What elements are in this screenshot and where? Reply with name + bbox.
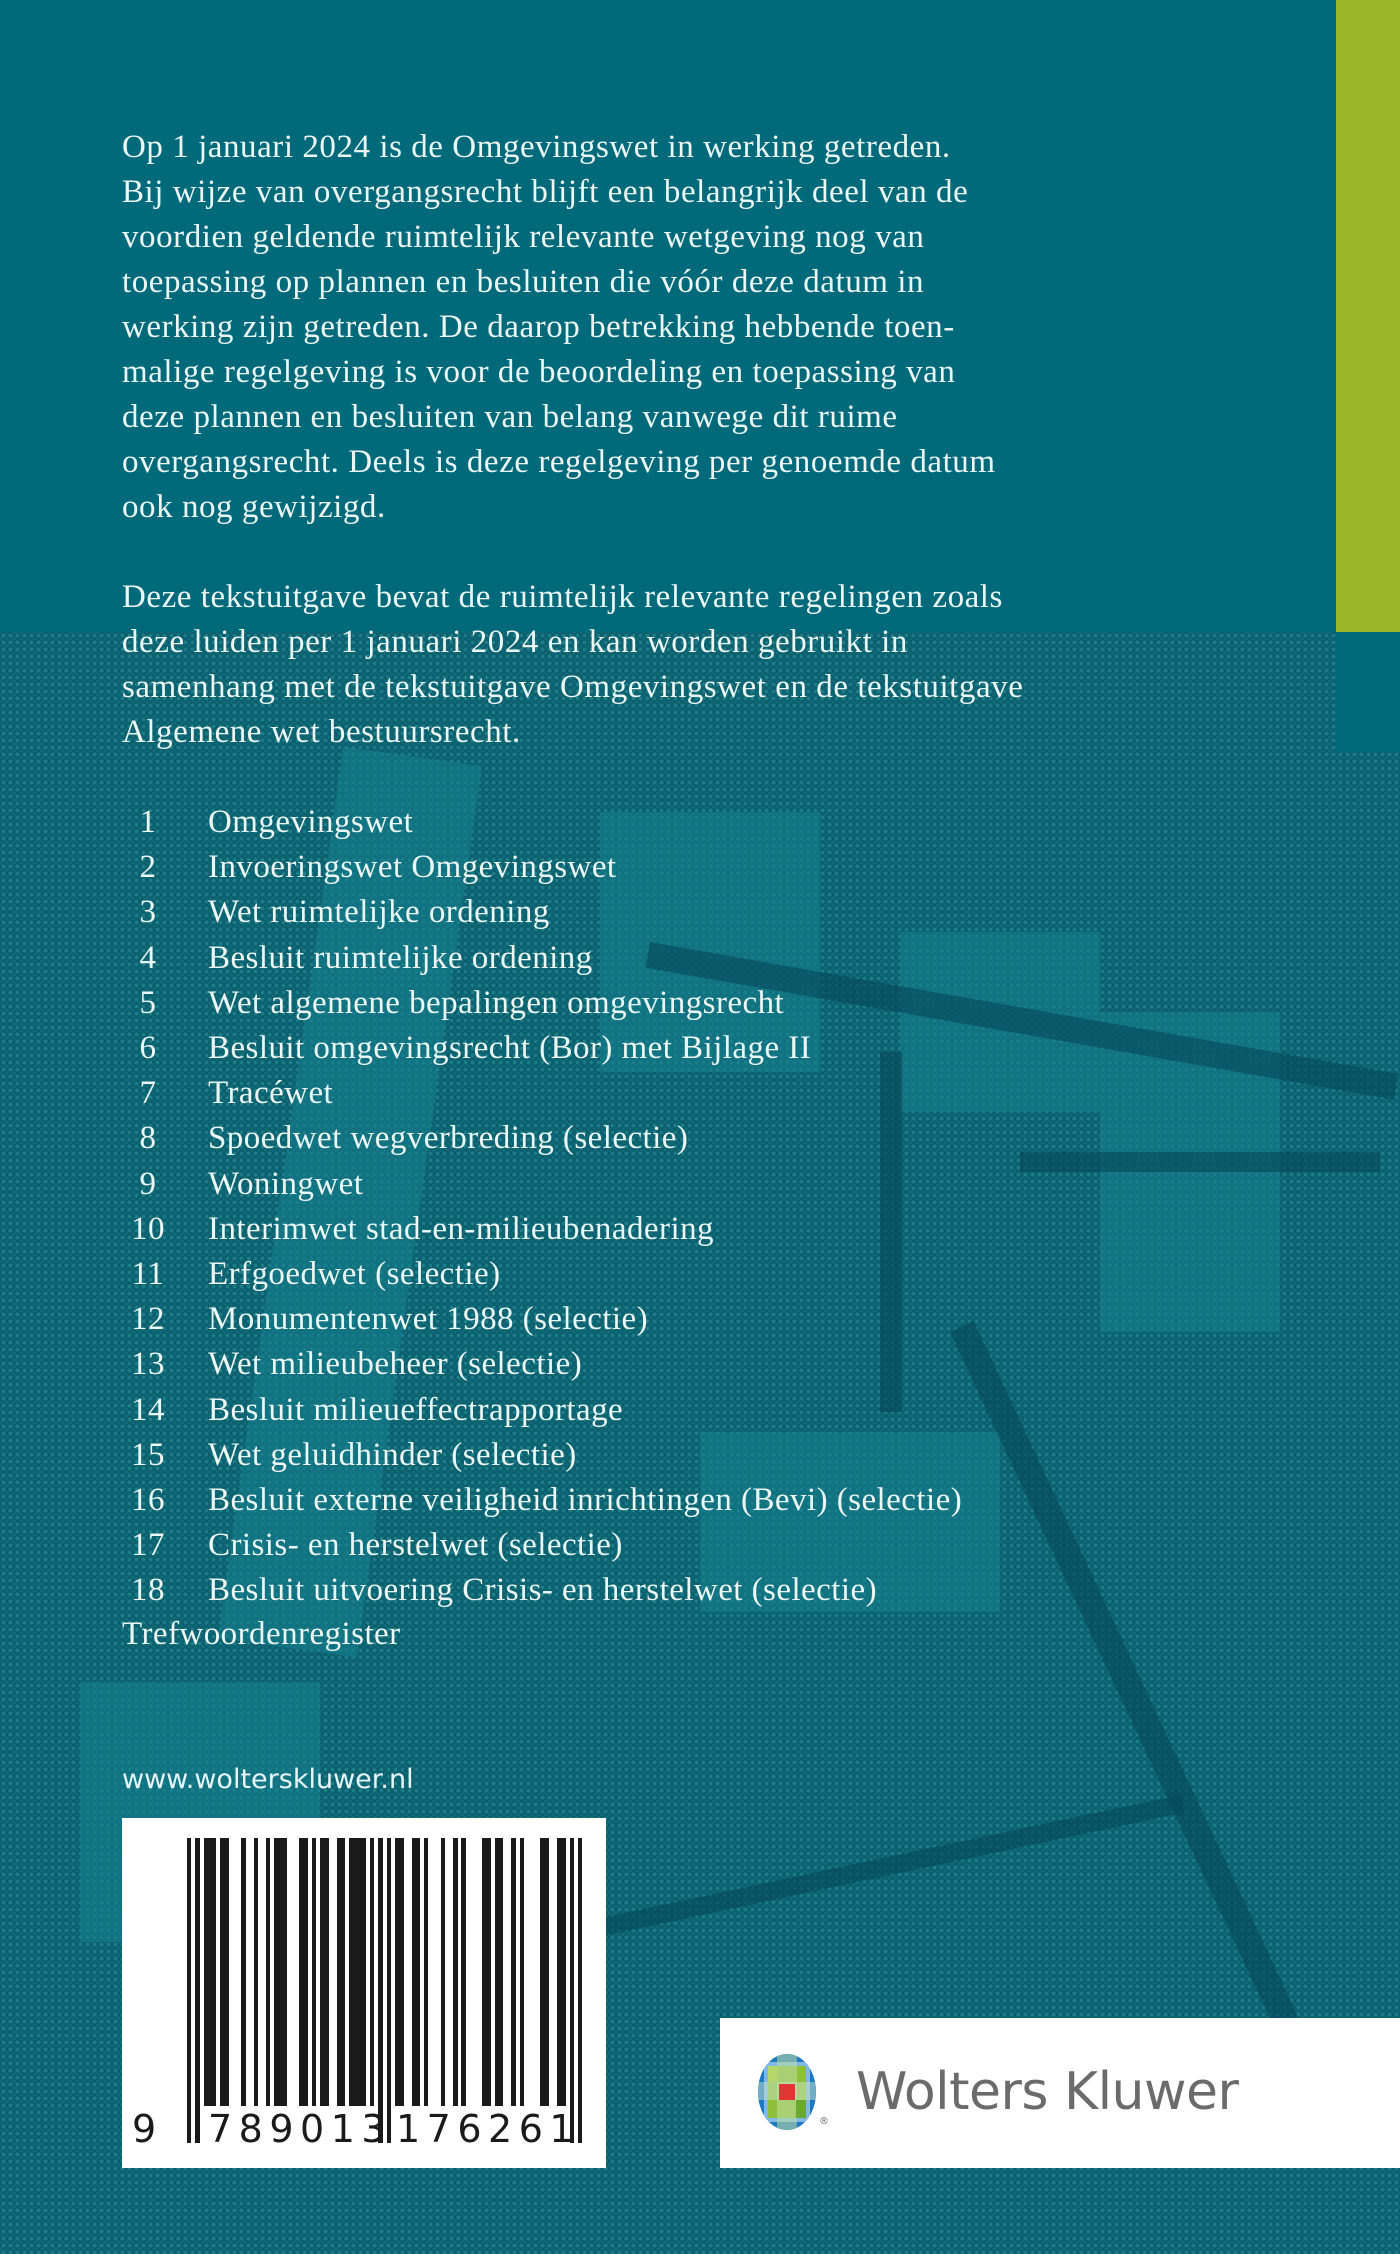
index-label: Trefwoordenregister [122, 1616, 401, 1652]
barcode-bar [499, 1838, 503, 2106]
contents-item-number: 4 [139, 939, 157, 976]
text-line: voordien geldende ruimtelijk relevante wetgeving nog van [122, 219, 925, 255]
barcode-bar [195, 1838, 199, 2143]
contents-item-label: Wet ruimtelijke ordening [208, 894, 550, 931]
contents-item-number: 17 [131, 1527, 165, 1564]
contents-item-number: 16 [131, 1482, 165, 1518]
barcode-bar [561, 1838, 565, 2106]
text-line: malige regelgeving is voor de beoordeling en toepassing van [122, 354, 956, 390]
contents-item-number: 5 [139, 984, 157, 1021]
globe-icon [758, 2054, 816, 2130]
isbn-barcode [122, 1818, 606, 2168]
barcode-bar [370, 1838, 374, 2106]
contents-item-number: 3 [139, 894, 157, 931]
contents-item-number: 2 [139, 849, 157, 886]
text-line: deze luiden per 1 januari 2024 en kan worden gebruikt in [122, 624, 908, 660]
barcode-bar [424, 1838, 428, 2106]
contents-item-number: 10 [131, 1210, 165, 1247]
accent-block [1336, 632, 1400, 752]
contents-item-number: 8 [139, 1120, 157, 1157]
contents-item-number: 11 [131, 1256, 165, 1292]
barcode-bar [578, 1838, 582, 2143]
text-line: ook nog gewijzigd. [122, 489, 386, 525]
contents-item-label: Besluit ruimtelijke ordening [208, 939, 593, 976]
barcode-bar [187, 1838, 191, 2143]
website-url: www.wolterskluwer.nl [122, 1764, 414, 1795]
contents-item-number: 14 [131, 1391, 165, 1428]
barcode-bar [254, 1838, 258, 2106]
barcode-bar [453, 1838, 457, 2106]
barcode-bar [486, 1838, 490, 2106]
contents-item-label: Besluit uitvoering Crisis- en herstelwet (selectie) [208, 1572, 878, 1609]
text-line: Op 1 januari 2024 is de Omgevingswet in werking getreden. [122, 129, 951, 165]
contents-item-label: Wet algemene bepalingen omgevingsrecht [208, 984, 785, 1021]
registered-mark: ® [819, 2116, 829, 2127]
text-line: toepassing op plannen en besluiten die vóór deze datum in [122, 264, 925, 300]
contents-item-label: Interimwet stad-en-milieubenadering [208, 1210, 714, 1247]
text-line: overgangsrecht. Deels is deze regelgeving per genoemde datum [122, 444, 996, 480]
contents-item-label: Besluit externe veiligheid inrichtingen (Bevi) (selectie) [208, 1482, 963, 1518]
map-road [880, 1052, 902, 1412]
contents-item-number: 15 [131, 1436, 165, 1473]
contents-item-number: 1 [139, 804, 157, 840]
text-line: Algemene wet bestuursrecht. [122, 714, 521, 750]
barcode-digits-left: 789013 [208, 2107, 393, 2151]
contents-item-label: Crisis- en herstelwet (selectie) [208, 1527, 623, 1564]
barcode-bar [378, 1838, 382, 2143]
barcode-bar [511, 1838, 515, 2106]
contents-item-label: Besluit omgevingsrecht (Bor) met Bijlage II [208, 1030, 812, 1066]
barcode-bar [387, 1838, 391, 2143]
contents-item-number: 13 [131, 1346, 165, 1383]
barcode-bar [303, 1838, 307, 2106]
barcode-bar [399, 1838, 403, 2106]
brand-name: Wolters Kluwer [856, 2062, 1239, 2122]
contents-item-label: Woningwet [208, 1165, 364, 1202]
barcode-bar [266, 1838, 270, 2106]
barcode-bar [341, 1838, 345, 2106]
contents-item-label: Omgevingswet [208, 804, 414, 840]
barcode-digit-first: 9 [132, 2107, 157, 2151]
contents-item-label: Besluit milieueffectrapportage [208, 1391, 624, 1428]
contents-item-label: Tracéwet [208, 1075, 334, 1112]
barcode-bar [362, 1838, 366, 2106]
barcode-bar [461, 1838, 465, 2106]
contents-item-label: Wet milieubeheer (selectie) [208, 1346, 583, 1383]
contents-item-number: 7 [139, 1075, 157, 1112]
barcode-bar [416, 1838, 420, 2106]
publisher-logo [720, 2018, 1400, 2168]
accent-strip [1336, 0, 1400, 632]
contents-item-label: Monumentenwet 1988 (selectie) [208, 1301, 649, 1338]
barcode-digits-right: 176261 [396, 2107, 581, 2151]
text-line: Deze tekstuitgave bevat de ruimtelijk relevante regelingen zoals [122, 579, 1003, 615]
contents-item-label: Wet geluidhinder (selectie) [208, 1436, 577, 1473]
barcode-bar [520, 1838, 524, 2106]
contents-item-label: Invoeringswet Omgevingswet [208, 849, 617, 886]
barcode-bar [441, 1838, 445, 2106]
contents-item-number: 9 [139, 1165, 157, 1202]
contents-item-number: 18 [131, 1572, 165, 1609]
barcode-bar [312, 1838, 316, 2106]
map-road [1020, 1152, 1380, 1172]
text-line: deze plannen en besluiten van belang vanwege dit ruime [122, 399, 898, 435]
barcode-bar [224, 1838, 228, 2106]
contents-item-label: Erfgoedwet (selectie) [208, 1256, 501, 1292]
barcode-bar [570, 1838, 574, 2143]
barcode-bars [187, 1838, 582, 2128]
barcode-bar [283, 1838, 287, 2106]
contents-item-number: 6 [139, 1030, 157, 1066]
text-line: samenhang met de tekstuitgave Omgevingswet en de tekstuitgave [122, 669, 1024, 705]
barcode-bar [545, 1838, 549, 2106]
text-line: Bij wijze van overgangsrecht blijft een belangrijk deel van de [122, 174, 969, 210]
barcode-bar [324, 1838, 328, 2106]
barcode-bar [241, 1838, 245, 2106]
contents-item-number: 12 [131, 1301, 165, 1338]
contents-item-label: Spoedwet wegverbreding (selectie) [208, 1120, 689, 1157]
text-line: werking zijn getreden. De daarop betrekking hebbende toen- [122, 309, 955, 345]
barcode-bar [212, 1838, 216, 2106]
